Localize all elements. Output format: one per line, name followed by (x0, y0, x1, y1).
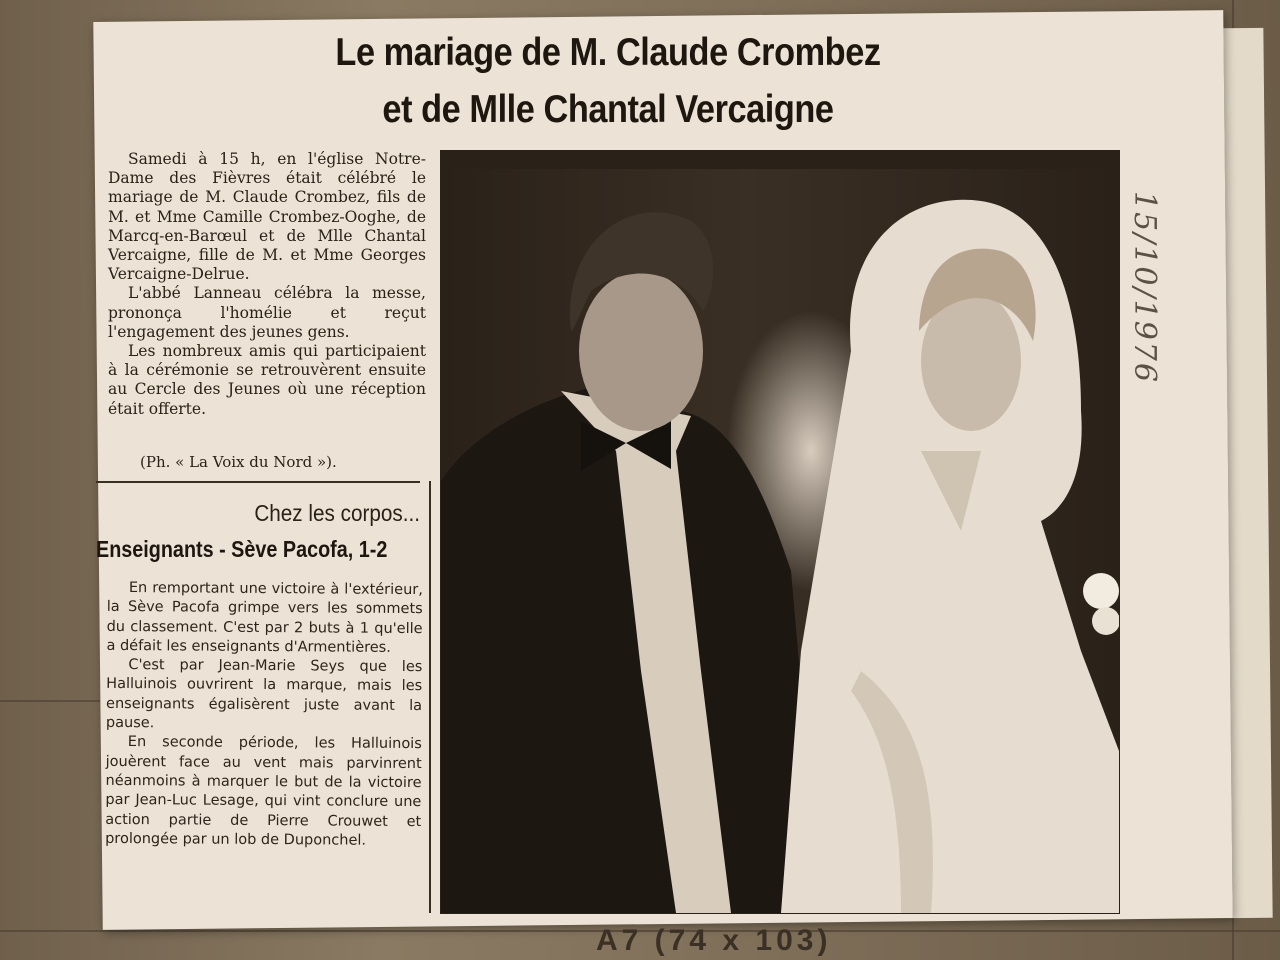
groom-face (579, 271, 703, 431)
headline-line-2: et de Mlle Chantal Vercaigne (382, 88, 834, 131)
sport-paragraph: En remportant une victoire à l'extérieur, la Sève Pacofa grimpe vers les sommets du classement. C'est par 2 buts à 1 qu'elle a défait les enseignants d'Armentières. (106, 580, 423, 656)
photo-credit: (Ph. « La Voix du Nord »). (140, 453, 337, 471)
wedding-photo-illustration (441, 151, 1119, 913)
headline (168, 24, 1048, 138)
headline-line-1: Le mariage de M. Claude Crombez (335, 31, 881, 74)
sport-kicker: Chez les corpos... (254, 500, 420, 526)
sport-article (105, 579, 423, 851)
article-paragraph: Samedi à 15 h, en l'église Notre-Dame des Fièvres était célébré le mariage de M. Claude Crombez, fils de M. et Mme Camille Crombez-Ooghe, de Marcq-en-Barœul et de Mlle Chantal Vercaigne, fille de M. et Mme Georges Vercaigne-Delrue. (108, 150, 426, 284)
backdrop-line (0, 700, 100, 702)
wedding-article (108, 150, 426, 419)
column-divider (96, 481, 420, 483)
handwritten-date (1128, 150, 1198, 450)
handwritten-date-text: 15/10/1976 (1126, 191, 1162, 384)
article-paragraph: Les nombreux amis qui participaient à la cérémonie se retrouvèrent ensuite au Cercle des Jeunes où une réception était offerte. (108, 342, 426, 418)
bouquet (1083, 573, 1119, 609)
sport-paragraph: En seconde période, les Halluinois jouèrent face au vent mais parvinrent néanmoins à marquer le but de la victoire par Jean-Luc Lesage, qui vint conclure une action partie de Pierre Crouwet et prolongée par un lob de Duponchel. (105, 734, 422, 849)
sport-headline: Enseignants - Sève Pacofa, 1-2 (96, 536, 388, 562)
column-divider (429, 481, 431, 913)
article-paragraph: L'abbé Lanneau célébra la messe, prononça l'homélie et reçut l'engagement des jeunes gens. (108, 284, 426, 341)
sport-paragraph: C'est par Jean-Marie Seys que les Halluinois ouvrirent la marque, mais les enseignants égalisèrent juste avant la pause. (105, 657, 423, 732)
archive-stamp: A7 (74 x 103) (596, 924, 832, 957)
bouquet (1092, 607, 1119, 635)
photo-top-edge (441, 151, 1119, 169)
wedding-photo (440, 150, 1120, 914)
